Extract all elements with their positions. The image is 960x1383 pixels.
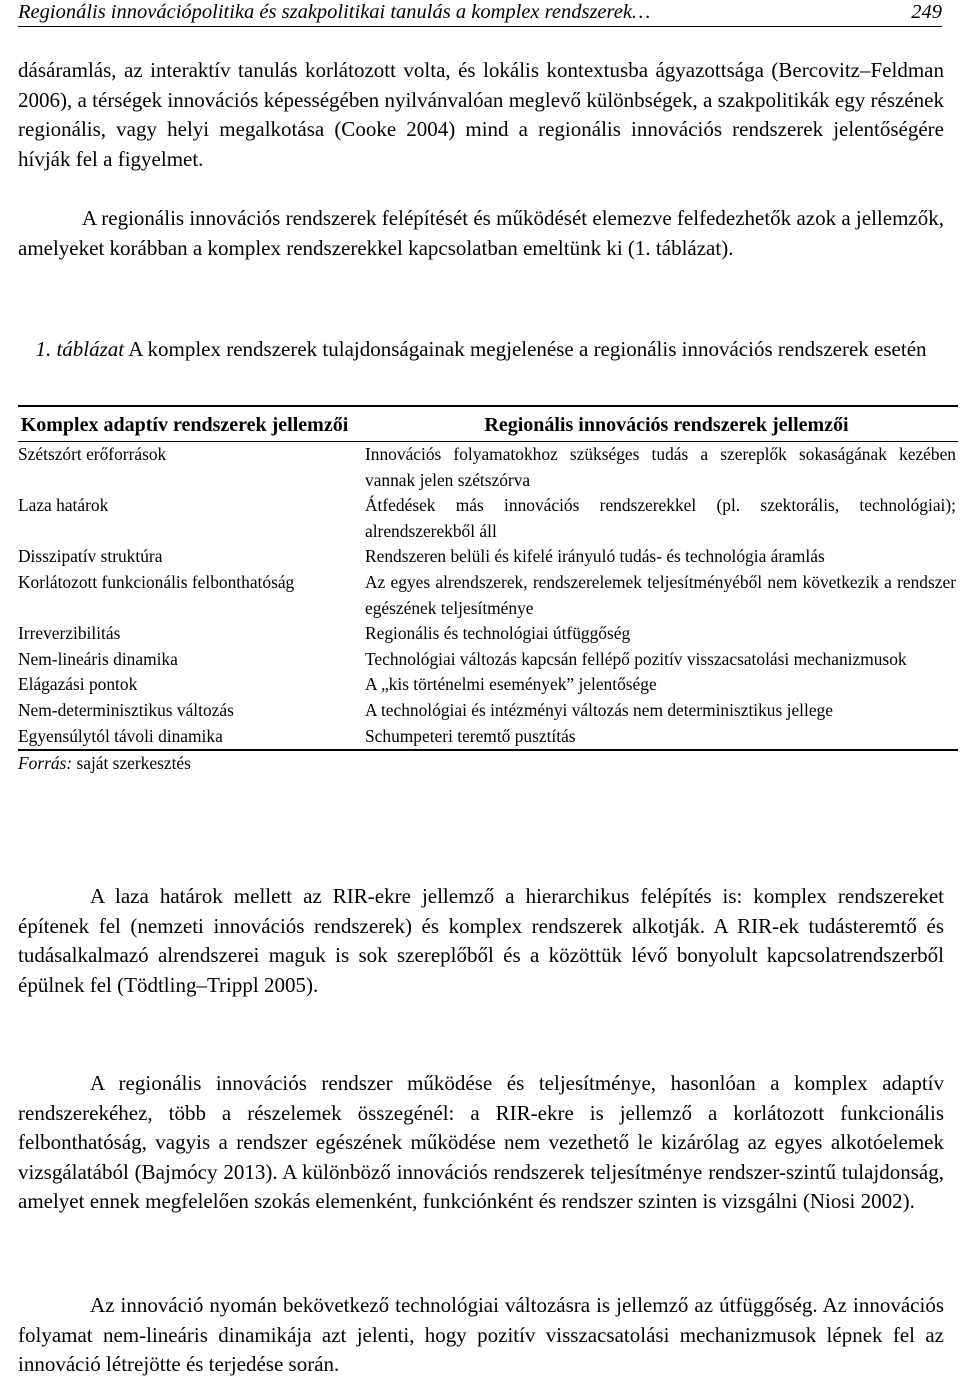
paragraph-4: A regionális innovációs rendszer működése és teljesítménye, hasonlóan a komplex adaptív rendszerekéhez, több a részelemek összegénél: a RIR-ekre is jellemző a korlátozott funkcionális felbonthatóság, vagyis a rendszer egészének működése nem vezethető le kizárólag az egyes alkotóelemek vizsgálatából (Bajmócy 2013). A különböző innovációs rendszerek teljesítménye rendszer-szintű tulajdonság, amelyet ennek megfelelően szokás elemenként, funkciónként és rendszer szinten is vizsgálni (Niosi 2002). xyxy=(18,1071,944,1213)
table-cell-right: Technológiai változás kapcsán fellépő pozitív visszacsatolási mechanizmusok xyxy=(365,648,907,669)
table-cell-right: A technológiai és intézményi változás nem determinisztikus jellege xyxy=(365,699,833,720)
table-row xyxy=(18,672,958,698)
paragraph-1: dásáramlás, az interaktív tanulás korlátozott volta, és lokális kontextusba ágyazottsága (Bercovitz–Feldman 2006), a térségek innovációs képességében nyilvánvalóan meglevő különbségek, a szakpolitikák egy részének regionális, vagy helyi megalkotása (Cooke 2004) mind a regionális innovációs rendszerek jelentőségére hívják fel a figyelmet. xyxy=(18,58,944,171)
paragraph-3: A laza határok mellett az RIR-ekre jellemző a hierarchikus felépítés is: komplex rendszereket építenek fel (nemzeti innovációs rendszerek) és komplex rendszerek alkotják. A RIR-ek tudásteremtő és tudásalkalmazó alrendszerei maguk is sok szereplőből és a közöttük lévő bonyolult kapcsolatrendszerből épülnek fel (Tödtling–Trippl 2005). xyxy=(18,884,944,997)
table-cell-right: Átfedések más innovációs rendszerekkel (pl. szektorális, technológiai); alrendszerekből áll xyxy=(365,495,956,541)
table-cell-left: Nem-lineáris dinamika xyxy=(18,648,178,669)
table-cell-left: Egyensúlytól távoli dinamika xyxy=(18,725,223,746)
table-row xyxy=(18,544,958,570)
paragraph-2: A regionális innovációs rendszerek felépítését és működését elemezve felfedezhetők azok a jellemzők, amelyeket korábban a komplex rendszerekkel kapcsolatban emeltünk ki (1. táblázat). xyxy=(18,206,944,260)
table-row xyxy=(18,493,958,544)
running-header xyxy=(18,0,942,27)
table-cell-left: Elágazási pontok xyxy=(18,674,138,695)
paragraph-5: Az innováció nyomán bekövetkező technológiai változásra is jellemző az útfüggőség. Az innovációs folyamat nem-lineáris dinamikája azt jelenti, hogy pozitív visszacsatolási mechanizmusok lépnek fel az innováció létrejötte és terjedése során. xyxy=(18,1293,944,1376)
table-row xyxy=(18,698,958,724)
running-header-title: Regionális innovációpolitika és szakpolitikai tanulás a komplex rendszerek… xyxy=(18,1,651,23)
characteristics-table xyxy=(18,405,958,751)
table-row xyxy=(18,724,958,751)
table-caption-text: A komplex rendszerek tulajdonságainak megjelenése a regionális innovációs rendszerek esetén xyxy=(128,337,927,361)
table-cell-left: Nem-determinisztikus változás xyxy=(18,699,234,720)
table-header-row xyxy=(18,406,958,442)
table-row xyxy=(18,570,958,621)
table-caption-number: 1. táblázat xyxy=(35,337,125,361)
table-source xyxy=(18,751,958,776)
table-row xyxy=(18,442,958,494)
page-number: 249 xyxy=(911,1,942,23)
column-header-regional-systems: Regionális innovációs rendszerek jellemzői xyxy=(484,414,849,436)
table-cell-right: Rendszeren belüli és kifelé irányuló tudás- és technológia áramlás xyxy=(365,546,825,567)
table-cell-right: A „kis történelmi események” jelentősége xyxy=(365,674,657,695)
column-header-complex-systems: Komplex adaptív rendszerek jellemzői xyxy=(20,414,349,436)
table-cell-left: Laza határok xyxy=(18,495,109,516)
table-cell-left: Disszipatív struktúra xyxy=(18,546,163,567)
table-cell-left: Irreverzibilitás xyxy=(18,623,121,644)
table-cell-right: Regionális és technológiai útfüggőség xyxy=(365,623,631,644)
table-cell-left: Szétszórt erőforrások xyxy=(18,444,167,464)
table-source-text: saját szerkesztés xyxy=(76,753,191,774)
table-cell-right: Innovációs folyamatokhoz szükséges tudás a szereplők sokaságának kezében vannak jelen szétszórva xyxy=(365,444,956,490)
table-row xyxy=(18,621,958,647)
table-cell-right: Az egyes alrendszerek, rendszerelemek teljesítményéből nem következik a rendszer egészének teljesítménye xyxy=(365,571,956,618)
table-caption xyxy=(18,335,944,365)
table-container xyxy=(18,405,958,776)
table-cell-right: Schumpeteri teremtő pusztítás xyxy=(365,725,576,746)
table-row xyxy=(18,647,958,673)
table-source-label: Forrás: xyxy=(18,753,73,774)
table-cell-left: Korlátozott funkcionális felbonthatóság xyxy=(18,571,295,592)
